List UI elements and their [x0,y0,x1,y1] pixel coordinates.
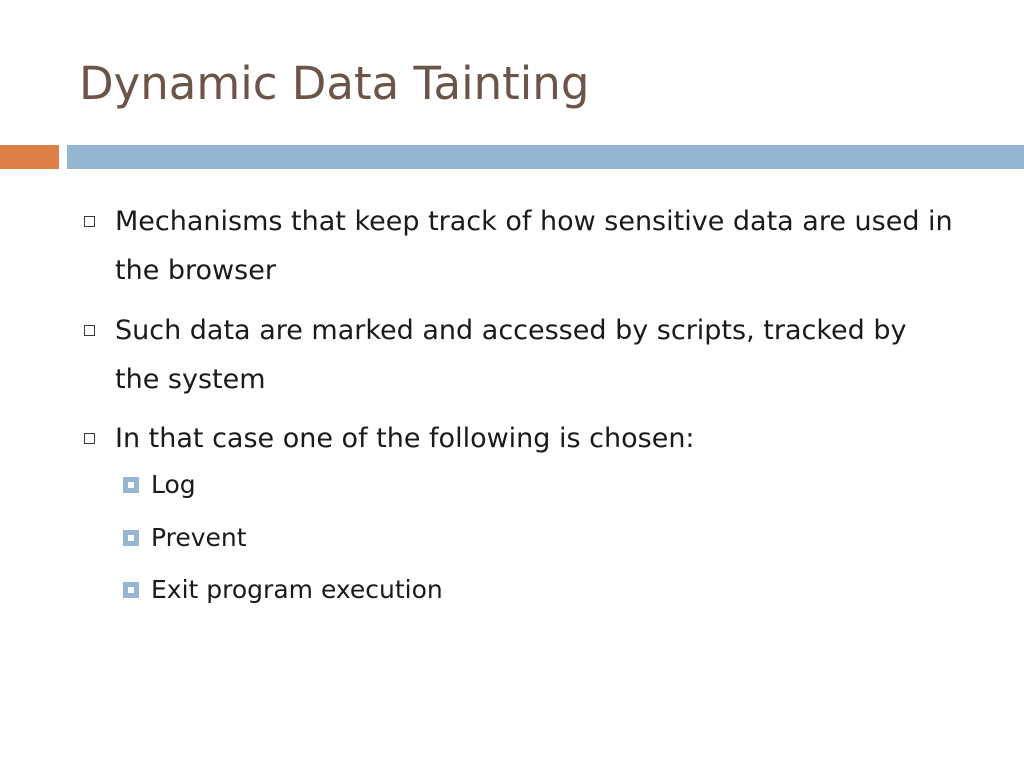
hollow-square-bullet-icon [84,216,95,227]
slide-title: Dynamic Data Tainting [79,57,590,110]
bullet-text: Such data are marked and accessed by scripts, tracked by the system [115,315,907,395]
hollow-square-bullet-icon [84,433,95,444]
filled-square-bullet-icon [123,582,139,598]
hollow-square-bullet-icon [84,325,95,336]
bullet-text: Mechanisms that keep track of how sensitive data are used in the browser [115,206,953,286]
sub-bullet-text: Prevent [151,523,247,552]
filled-square-bullet-icon [123,530,139,546]
sub-bullet-text: Log [151,470,196,499]
title-accent-bar-orange [0,145,59,169]
bullet-text: In that case one of the following is chosen: [115,423,695,454]
filled-square-bullet-icon [123,477,139,493]
title-accent-bar-blue [67,145,1024,169]
sub-bullet-text: Exit program execution [151,575,443,604]
